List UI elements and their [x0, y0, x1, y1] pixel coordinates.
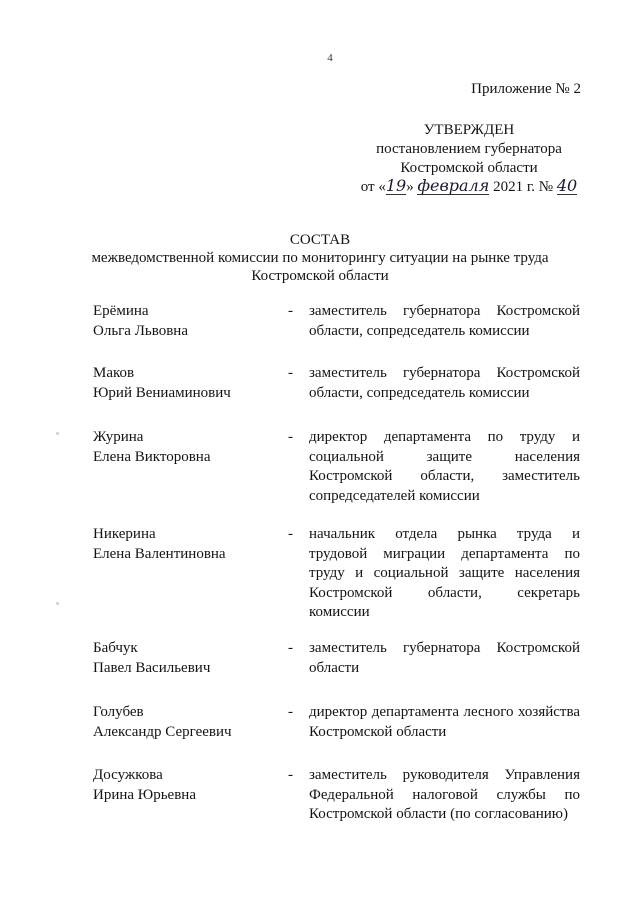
- member-surname: Досужкова: [93, 767, 163, 783]
- member-role: [309, 364, 580, 403]
- role-line: труду и социальной защите населения: [309, 565, 580, 581]
- member-name: [93, 639, 278, 678]
- role-line: Костромской области, секретарь: [309, 584, 580, 601]
- role-line: области, сопредседатель комиссии: [309, 322, 530, 339]
- member-given-name: Ольга Львовна: [93, 322, 188, 339]
- approval-title: УТВЕРЖДЕН: [423, 122, 515, 138]
- heading-title: СОСТАВ: [289, 232, 351, 248]
- member-surname: Ерёмина: [93, 303, 149, 319]
- member-name: [93, 703, 278, 742]
- member-surname: Журина: [93, 429, 144, 445]
- role-line: директор департамента по труду и: [309, 429, 580, 445]
- scan-mark: [56, 602, 59, 605]
- role-line: заместитель губернатора Костромской: [309, 365, 580, 381]
- role-line: директор департамента лесного хозяйства: [309, 704, 580, 720]
- role-line: Костромской области: [309, 723, 447, 740]
- approval-date-line: [355, 178, 583, 197]
- approval-line-1: постановлением губернатора: [376, 141, 562, 157]
- handwritten-month: февраля: [417, 176, 490, 195]
- handwritten-number: 40: [556, 176, 578, 195]
- member-given-name: Александр Сергеевич: [93, 723, 232, 740]
- member-dash: -: [288, 365, 293, 381]
- member-surname: Голубев: [93, 704, 144, 720]
- member-surname: Маков: [93, 365, 135, 381]
- role-line: заместитель руководителя Управления: [309, 767, 580, 783]
- member-given-name: Павел Васильевич: [93, 659, 211, 676]
- member-name: [93, 766, 278, 805]
- member-dash: -: [288, 767, 293, 783]
- role-line: заместитель губернатора Костромской: [309, 640, 580, 656]
- date-prefix: от «: [360, 179, 386, 195]
- member-dash: -: [288, 526, 293, 542]
- member-role: [309, 703, 580, 742]
- member-role: [309, 428, 580, 506]
- member-name: [93, 302, 278, 341]
- member-given-name: Юрий Вениаминович: [93, 384, 231, 401]
- member-dash: -: [288, 640, 293, 656]
- page-number: 4: [327, 52, 333, 64]
- date-mid: »: [406, 179, 418, 195]
- role-line: области: [309, 659, 360, 676]
- appendix-label: Приложение № 2: [471, 81, 581, 97]
- member-given-name: Елена Валентиновна: [93, 545, 226, 562]
- role-line: области, сопредседатель комиссии: [309, 384, 530, 401]
- approval-block: [355, 121, 583, 197]
- role-line: начальник отдела рынка труда и: [309, 526, 580, 542]
- member-name: [93, 364, 278, 403]
- handwritten-day: 19: [385, 176, 407, 195]
- member-dash: -: [288, 429, 293, 445]
- heading-line-1: межведомственной комиссии по мониторингу ситуации на рынке труда: [91, 250, 549, 266]
- heading-line-2: Костромской области: [251, 268, 389, 284]
- role-line: комиссии: [309, 604, 370, 620]
- role-line: социальной защите населения: [309, 448, 580, 465]
- member-surname: Бабчук: [93, 640, 138, 656]
- member-role: [309, 766, 580, 825]
- member-role: [309, 525, 580, 623]
- role-line: Федеральной налоговой службы по: [309, 786, 580, 803]
- member-dash: -: [288, 704, 293, 720]
- role-line: заместитель губернатора Костромской: [309, 303, 580, 319]
- role-line: Костромской области (по согласованию): [309, 806, 569, 822]
- scan-mark: [56, 432, 59, 435]
- date-year: 2021 г. №: [489, 179, 557, 195]
- member-given-name: Елена Викторовна: [93, 448, 211, 465]
- member-name: [93, 525, 278, 564]
- member-given-name: Ирина Юрьевна: [93, 786, 196, 803]
- role-line: сопредседателей комиссии: [309, 487, 480, 504]
- member-name: [93, 428, 278, 467]
- member-role: [309, 639, 580, 678]
- member-role: [309, 302, 580, 341]
- role-line: трудовой миграции департамента по: [309, 545, 580, 562]
- approval-line-2: Костромской области: [400, 160, 538, 176]
- role-line: Костромской области, заместитель: [309, 468, 580, 484]
- member-surname: Никерина: [93, 526, 156, 542]
- member-dash: -: [288, 303, 293, 319]
- document-heading: [60, 231, 580, 285]
